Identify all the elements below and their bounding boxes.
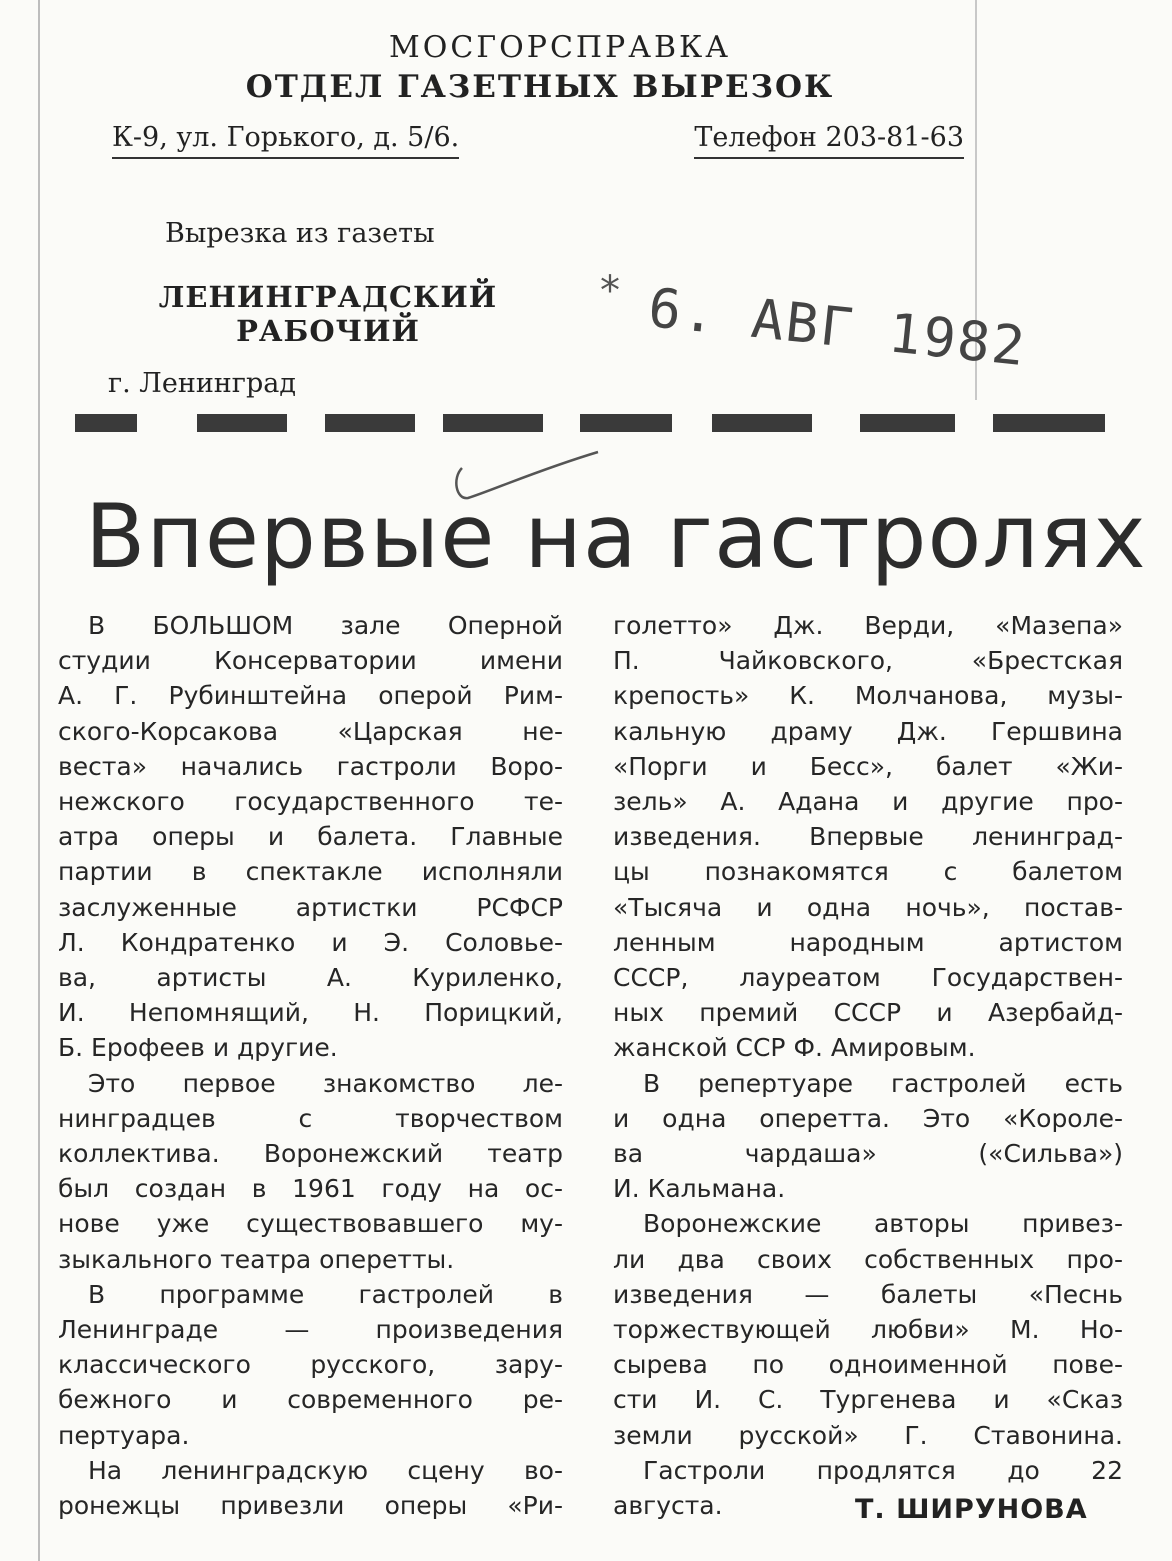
article-line: «Тысяча и одна ночь», постав- bbox=[613, 892, 1123, 922]
star-icon: * bbox=[600, 268, 620, 314]
article-line: изведения — балеты «Песнь bbox=[613, 1279, 1123, 1309]
article-line: ского-Корсакова «Царская не- bbox=[58, 716, 563, 746]
article-line: СССР, лауреатом Государствен- bbox=[613, 963, 1123, 993]
article-line: В репертуаре гастролей есть bbox=[643, 1068, 1123, 1098]
article-column-left bbox=[58, 608, 563, 1523]
newspaper-name bbox=[148, 280, 508, 348]
article-line: был создан в 1961 году на ос- bbox=[58, 1174, 563, 1204]
article-line: пертуара. bbox=[58, 1420, 190, 1450]
newspaper-name-line2: РАБОЧИЙ bbox=[236, 314, 420, 348]
article-line: ва чардаша» («Сильва») bbox=[613, 1139, 1123, 1169]
article-line: заслуженные артистки РСФСР bbox=[58, 892, 563, 922]
date-stamp bbox=[600, 268, 1030, 388]
article-line: крепость» К. Молчанова, музы- bbox=[613, 681, 1123, 711]
article-line: Это первое знакомство ле- bbox=[88, 1068, 563, 1098]
article-line: студии Консерватории имени bbox=[58, 646, 563, 676]
article-line: Гастроли продлятся до 22 bbox=[643, 1455, 1123, 1485]
article-line: Воронежские авторы привез- bbox=[643, 1209, 1123, 1239]
newspaper-name-line1: ЛЕНИНГРАДСКИЙ bbox=[158, 280, 498, 314]
article-line: веста» начались гастроли Воро- bbox=[58, 751, 563, 781]
article-line: А. Г. Рубинштейна оперой Рим- bbox=[58, 681, 563, 711]
separator-dashes bbox=[75, 414, 1115, 434]
clipping-source-label: Вырезка из газеты bbox=[165, 218, 435, 249]
article-line: зыкального театра оперетты. bbox=[58, 1244, 455, 1274]
article-line: бежного и современного ре- bbox=[58, 1385, 563, 1415]
article-line: Л. Кондратенко и Э. Соловье- bbox=[58, 927, 563, 957]
article-line: коллектива. Воронежский театр bbox=[58, 1139, 563, 1169]
department-name: ОТДЕЛ ГАЗЕТНЫХ ВЫРЕЗОК bbox=[245, 69, 835, 105]
article-column-right bbox=[613, 608, 1123, 1523]
article-line: Б. Ерофеев и другие. bbox=[58, 1033, 338, 1063]
article-line: ва, артисты А. Куриленко, bbox=[58, 963, 563, 993]
article-line: и одна оперетта. Это «Короле- bbox=[613, 1103, 1123, 1133]
article-line: земли русской» Г. Ставонина. bbox=[613, 1420, 1123, 1450]
article-line: августа. bbox=[613, 1491, 723, 1521]
contact-row bbox=[112, 122, 964, 166]
article-line: торжествующей любви» М. Но- bbox=[613, 1315, 1123, 1345]
agency-header bbox=[110, 30, 970, 105]
article-line: классического русского, зару- bbox=[58, 1350, 563, 1380]
article-line: И. Непомнящий, Н. Порицкий, bbox=[58, 998, 563, 1028]
article-line: ленным народным артистом bbox=[613, 927, 1123, 957]
article-line: ных премий СССР и Азербайд- bbox=[613, 998, 1123, 1028]
article-line: В программе гастролей в bbox=[88, 1279, 563, 1309]
article-line: нежского государственного те- bbox=[58, 787, 563, 817]
article-line: нове уже существовавшего му- bbox=[58, 1209, 563, 1239]
article-line: ронежцы привезли оперы «Ри- bbox=[58, 1491, 563, 1521]
article-line: атра оперы и балета. Главные bbox=[58, 822, 563, 852]
article-line: жанской ССР Ф. Амировым. bbox=[613, 1033, 976, 1063]
article-line: ли два своих собственных про- bbox=[613, 1244, 1123, 1274]
article-line: И. Кальмана. bbox=[613, 1174, 786, 1204]
article-line: сти И. С. Тургенева и «Сказ bbox=[613, 1385, 1123, 1415]
article-line: На ленинградскую сцену во- bbox=[88, 1455, 563, 1485]
article-line: «Порги и Бесс», балет «Жи- bbox=[613, 751, 1123, 781]
agency-address: К-9, ул. Горького, д. 5/6. bbox=[112, 122, 459, 159]
stamp-date: 6. АВГ 1982 bbox=[645, 276, 1030, 379]
article-line: В БОЛЬШОМ зале Оперной bbox=[88, 611, 563, 640]
article-line: П. Чайковского, «Брестская bbox=[613, 646, 1123, 676]
article-line: голетто» Дж. Верди, «Мазепа» bbox=[613, 611, 1123, 640]
agency-phone: Телефон 203-81-63 bbox=[694, 122, 964, 159]
article-line: цы познакомятся с балетом bbox=[613, 857, 1123, 887]
article-line: нинградцев с творчеством bbox=[58, 1103, 563, 1133]
article-line: зель» А. Адана и другие про- bbox=[613, 787, 1123, 817]
article-line: Ленинграде — произведения bbox=[58, 1315, 563, 1345]
agency-name: МОСГОРСПРАВКА bbox=[389, 30, 731, 65]
article-headline: Впервые на гастролях bbox=[85, 485, 1147, 588]
article-line: сырева по одноименной пове- bbox=[613, 1350, 1123, 1380]
article-author: Т. ШИРУНОВА bbox=[855, 1494, 1088, 1525]
clipping-left-edge bbox=[38, 0, 40, 1561]
article-line: кальную драму Дж. Гершвина bbox=[613, 716, 1123, 746]
article-line: изведения. Впервые ленинград- bbox=[613, 822, 1123, 852]
article-line: партии в спектакле исполняли bbox=[58, 857, 563, 887]
newspaper-city: г. Ленинград bbox=[108, 368, 296, 399]
